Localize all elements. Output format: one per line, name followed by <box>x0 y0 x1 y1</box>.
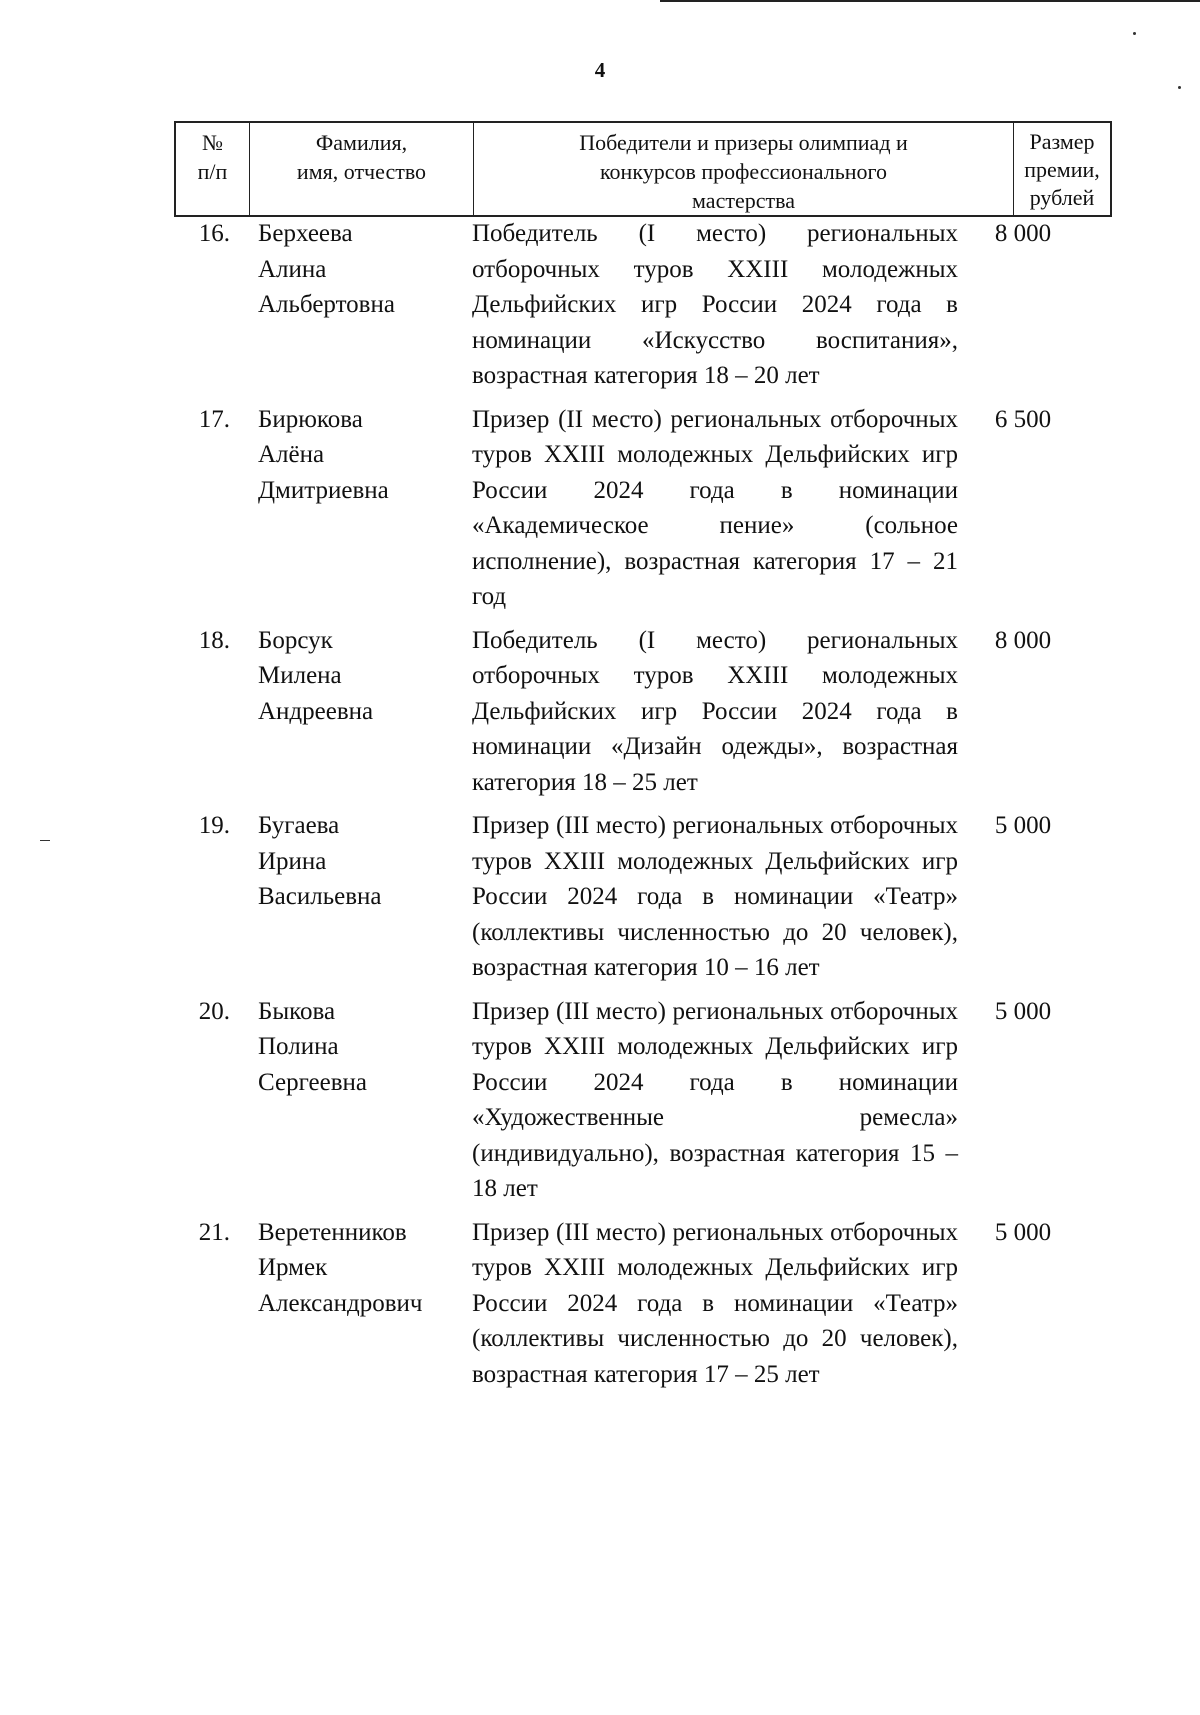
row-achievement: Победитель (I место) региональных отборочных туров XXIII молодежных Дельфийских игр России 2024 года в номинации «Искусство воспитания», возрастная категория 18 – 20 лет <box>472 220 958 389</box>
header-achievement: Победители и призеры олимпиад и конкурсов профессионального мастерства <box>474 123 1014 215</box>
table-row <box>0 808 1200 986</box>
table-header <box>174 121 1112 217</box>
row-full-name: Борсук Милена Андреевна <box>258 626 374 725</box>
table-row <box>0 994 1200 1207</box>
header-number: № п/п <box>176 123 250 215</box>
scan-speck <box>1133 32 1136 35</box>
page-number: 4 <box>594 58 606 82</box>
row-full-name: Берхеева Алина Альбертовна <box>258 220 395 318</box>
row-full-name: Быкова Полина Сергеевна <box>258 997 367 1096</box>
row-prize: 5 000 <box>994 997 1052 1025</box>
row-achievement: Призер (III место) региональных отборочных туров XXIII молодежных Дельфийских игр России 2024 года в номинации «Театр» (коллективы численностью до 20 человек), возрастная категория 10 – 16 лет <box>472 812 958 981</box>
row-number: 21. <box>198 1218 230 1246</box>
row-achievement: Призер (III место) региональных отборочных туров XXIII молодежных Дельфийских игр России 2024 года в номинации «Театр» (коллективы численностью до 20 человек), возрастная категория 17 – 25 лет <box>472 1218 958 1388</box>
row-prize: 5 000 <box>994 812 1052 839</box>
table-row <box>0 216 1200 394</box>
row-prize: 8 000 <box>994 626 1052 654</box>
row-number: 20. <box>198 997 230 1025</box>
row-prize: 6 500 <box>994 405 1052 433</box>
header-prize-amount: Размер премии, рублей <box>1024 129 1100 210</box>
row-prize: 8 000 <box>994 220 1052 247</box>
table-body <box>0 216 1200 1400</box>
row-number: 19. <box>198 812 230 839</box>
table-row <box>0 402 1200 615</box>
row-number: 18. <box>198 626 230 654</box>
row-achievement: Победитель (I место) региональных отборочных туров XXIII молодежных Дельфийских игр России 2024 года в номинации «Дизайн одежды», возрастная категория 18 – 25 лет <box>472 626 958 796</box>
row-number: 16. <box>198 220 230 247</box>
scan-speck <box>1178 86 1181 89</box>
row-full-name: Веретенников Ирмек Александрович <box>258 1218 423 1317</box>
row-full-name: Бугаева Ирина Васильевна <box>258 812 382 910</box>
top-border-line <box>660 0 1200 2</box>
row-achievement: Призер (II место) региональных отборочных туров XXIII молодежных Дельфийских игр России 2024 года в номинации «Академическое пение» (сольное исполнение), возрастная категория 17 – 21 год <box>472 405 958 610</box>
header-full-name: Фамилия, имя, отчество <box>250 123 474 215</box>
row-number: 17. <box>198 405 230 433</box>
table-row <box>0 623 1200 801</box>
table-row <box>0 1215 1200 1393</box>
row-achievement: Призер (III место) региональных отборочных туров XXIII молодежных Дельфийских игр России 2024 года в номинации «Художественные ремесла» (индивидуально), возрастная категория 15 – 18 лет <box>472 997 958 1202</box>
row-full-name: Бирюкова Алёна Дмитриевна <box>258 405 389 504</box>
row-prize: 5 000 <box>994 1218 1052 1246</box>
